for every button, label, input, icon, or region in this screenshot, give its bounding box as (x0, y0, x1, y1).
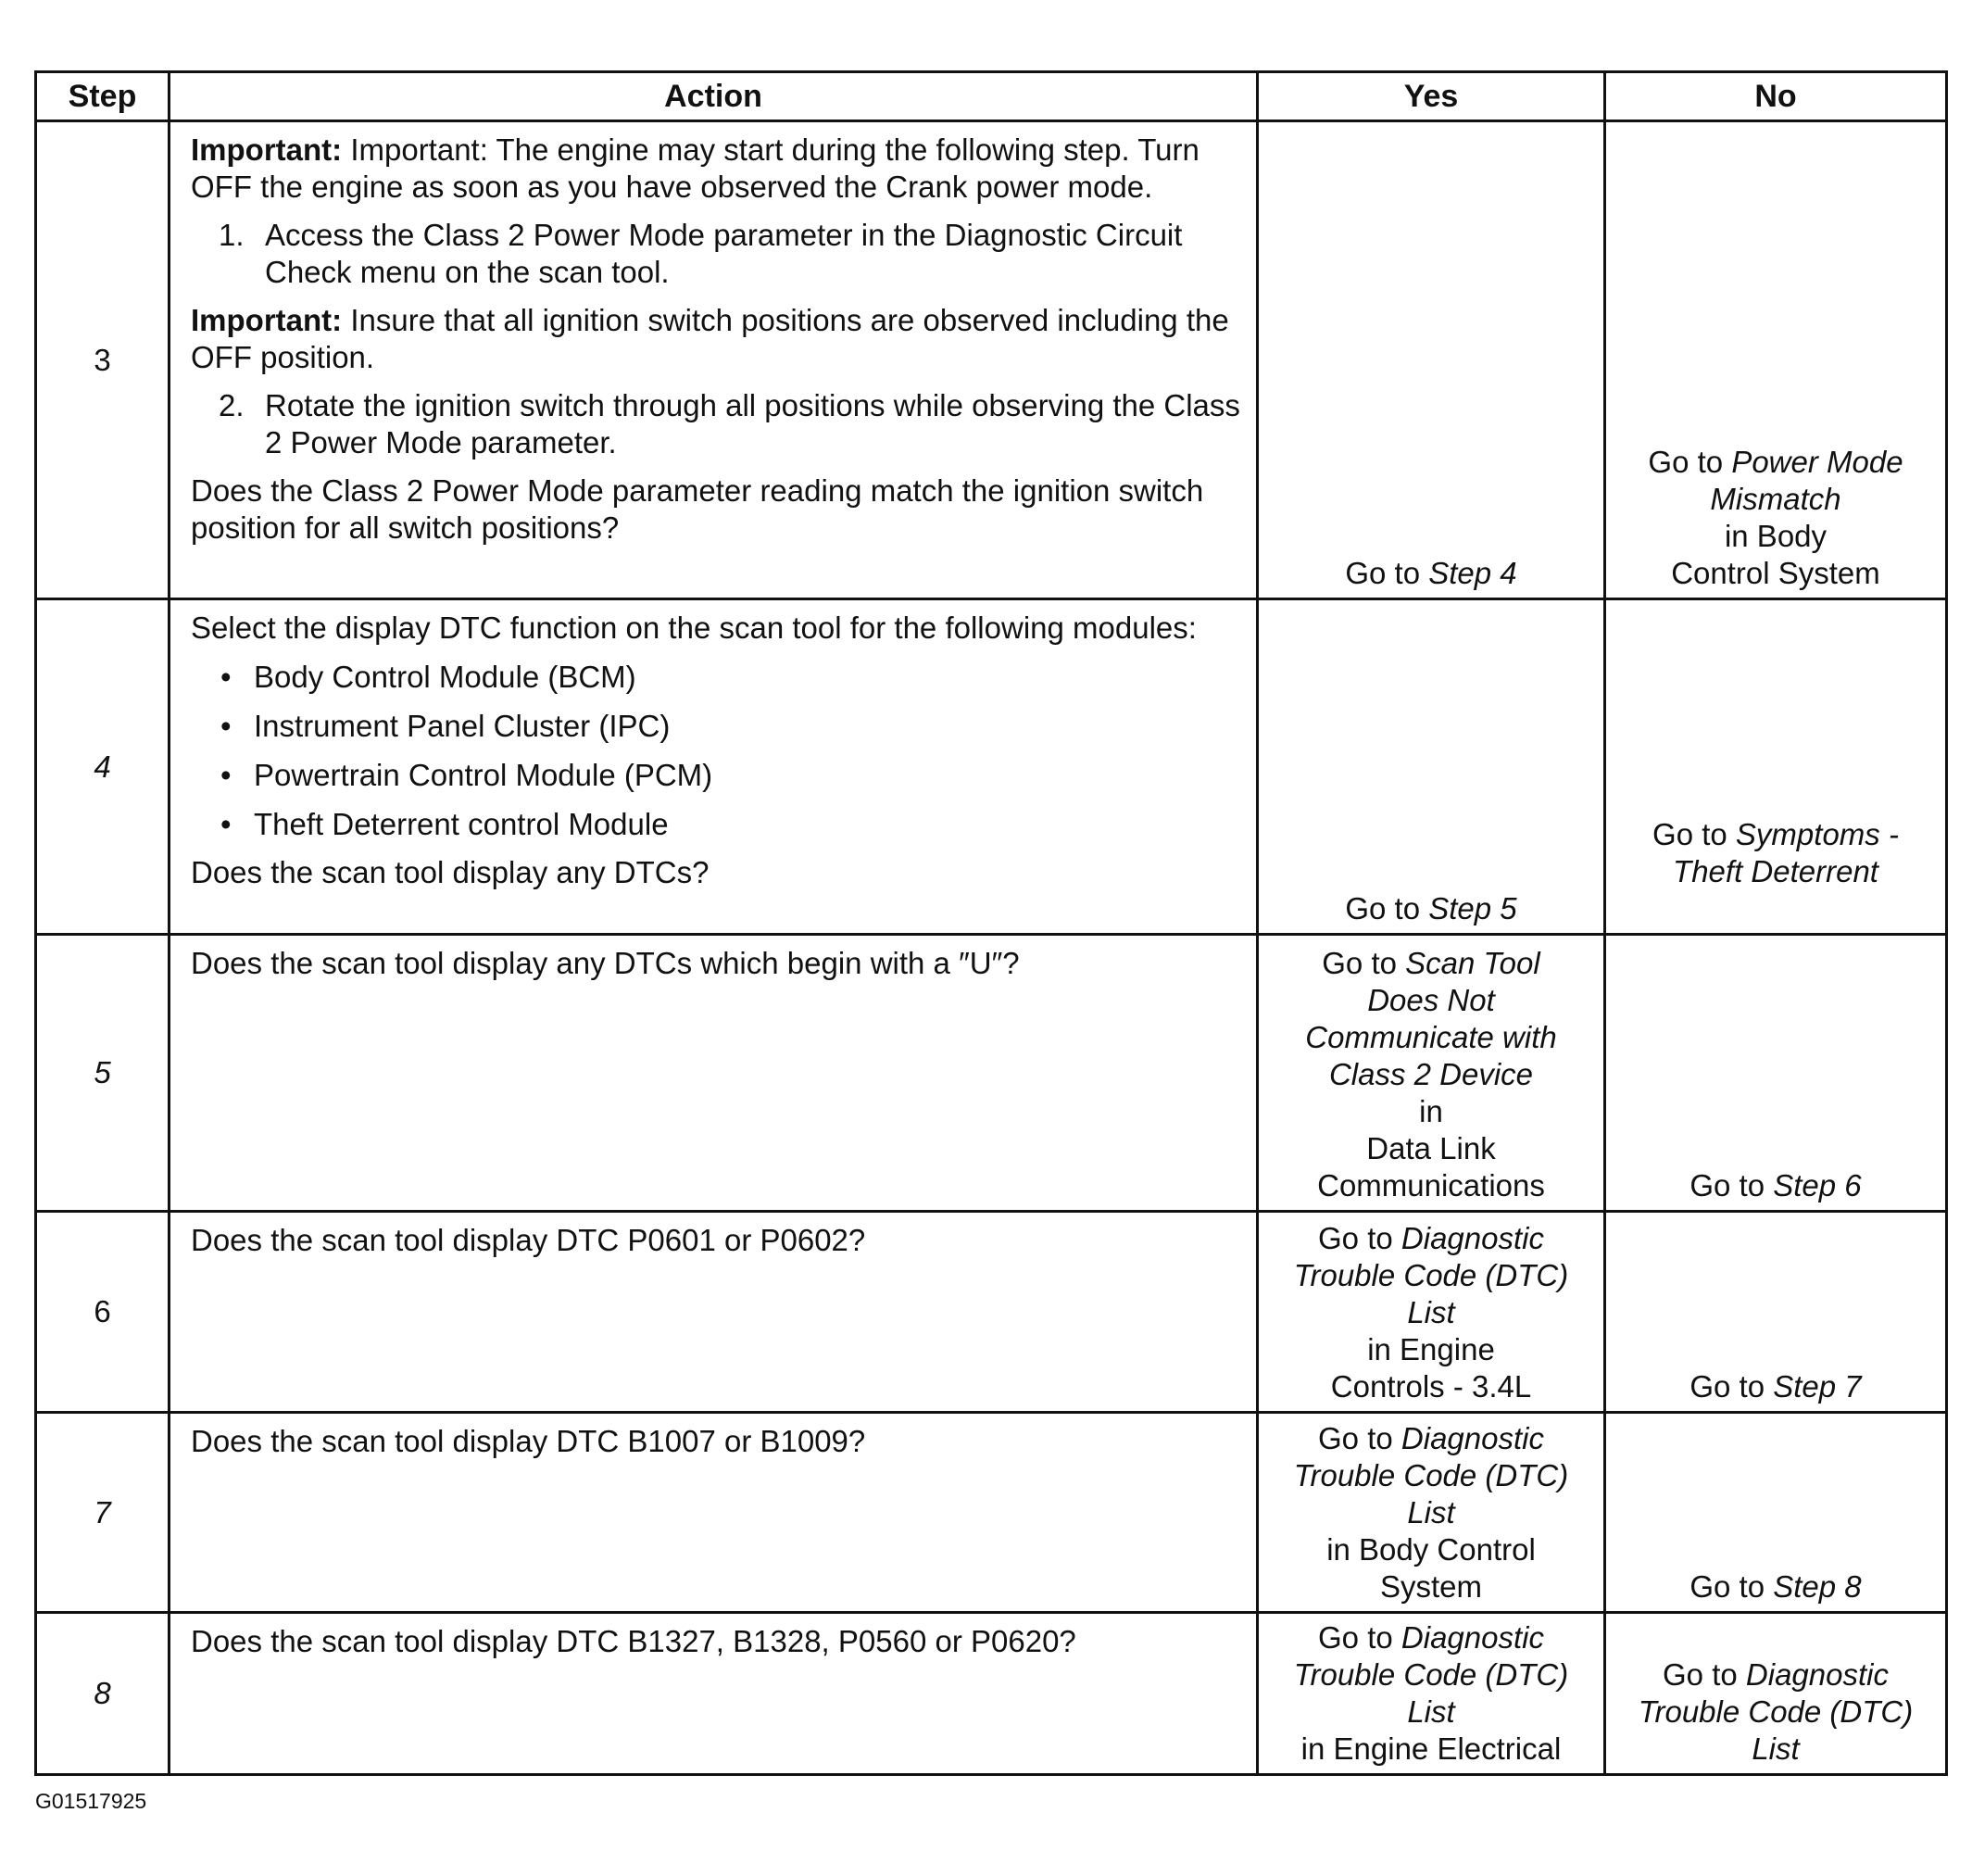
question-text: Does the scan tool display DTC P0601 or P0602? (191, 1223, 866, 1257)
table-row (36, 935, 1947, 1212)
reference-link[interactable]: Trouble Code (DTC) (1293, 1657, 1569, 1692)
list-item: • Powertrain Control Module (PCM) (220, 758, 713, 792)
reference-link[interactable]: Trouble Code (DTC) (1638, 1694, 1914, 1729)
reference-link[interactable]: Power Mode (1731, 445, 1903, 479)
reference-link[interactable]: List (1407, 1495, 1455, 1530)
question-text: Does the Class 2 Power Mode parameter reading match the ignition switch position for all switch positions? (191, 473, 1204, 545)
reference-link[interactable]: Trouble Code (DTC) (1293, 1258, 1569, 1292)
important-note (191, 302, 1243, 376)
no-cell: Go to Step 6 (1605, 935, 1947, 1212)
action-cell (170, 935, 1258, 1212)
reference-link[interactable]: Does Not (1367, 983, 1495, 1017)
reference-link[interactable]: Theft Deterrent (1673, 854, 1878, 888)
reference-link[interactable]: Communicate with (1305, 1020, 1557, 1054)
action-cell (170, 121, 1258, 599)
figure-id: G01517925 (35, 1789, 147, 1813)
step-number: 6 (36, 1212, 170, 1413)
step-number: 7 (36, 1413, 170, 1613)
step-number: 3 (36, 121, 170, 599)
yes-cell: Go to Step 5 (1258, 599, 1605, 935)
step-number: 8 (36, 1613, 170, 1775)
intro-text: Select the display DTC function on the scan tool for the following modules: (191, 611, 1197, 645)
yes-cell: Go to Diagnostic Trouble Code (DTC) List in Engine Electrical (1258, 1613, 1605, 1775)
yes-cell: Go to Step 4 (1258, 121, 1605, 599)
step-number: 4 (36, 599, 170, 935)
question-text: Does the scan tool display any DTCs which begin with a ″U″? (191, 946, 1020, 980)
no-cell: Go to Diagnostic Trouble Code (DTC) List (1605, 1613, 1947, 1775)
no-cell: Go to Step 8 (1605, 1413, 1947, 1613)
question-text: Does the scan tool display any DTCs? (191, 855, 710, 889)
table-row (36, 121, 1947, 599)
list-item: • Body Control Module (BCM) (220, 660, 636, 694)
yes-cell: Go to Diagnostic Trouble Code (DTC) List in Body Control System (1258, 1413, 1605, 1613)
question-text: Does the scan tool display DTC B1007 or B1009? (191, 1424, 866, 1458)
item-text: Access the Class 2 Power Mode parameter in the Diagnostic Circuit Check menu on the scan tool. (265, 218, 1183, 289)
list-item: • Theft Deterrent control Module (220, 807, 669, 841)
list-item (191, 387, 1243, 461)
reference-link[interactable]: List (1407, 1694, 1455, 1729)
reference-link[interactable]: Diagnostic (1400, 1221, 1544, 1255)
important-note (191, 132, 1243, 206)
header-step: Step (36, 72, 170, 121)
step-link[interactable]: Step 7 (1773, 1369, 1862, 1404)
reference-link[interactable]: List (1752, 1731, 1800, 1766)
reference-link[interactable]: Mismatch (1710, 482, 1841, 516)
yes-cell: Go to Scan Tool Does Not Communicate with Class 2 Device in Data Link Communications (1258, 935, 1605, 1212)
no-cell: Go to Symptoms - Theft Deterrent (1605, 599, 1947, 935)
table-row (36, 1413, 1947, 1613)
action-cell (170, 1613, 1258, 1775)
no-cell: Go to Step 7 (1605, 1212, 1947, 1413)
step-link[interactable]: Step 6 (1773, 1168, 1862, 1202)
table-row (36, 1212, 1947, 1413)
reference-link[interactable]: Symptoms - (1735, 817, 1899, 851)
important-text: Insure that all ignition switch positions are observed including the OFF position. (191, 303, 1229, 374)
step-link[interactable]: Step 4 (1428, 556, 1517, 590)
question-text: Does the scan tool display DTC B1327, B1328, P0560 or P0620? (191, 1624, 1076, 1658)
reference-link[interactable]: Class 2 Device (1328, 1057, 1534, 1091)
table-row (36, 1613, 1947, 1775)
step-link[interactable]: Step 8 (1773, 1569, 1862, 1604)
action-cell (170, 1413, 1258, 1613)
table-row (36, 599, 1947, 935)
item-number: 2. (219, 388, 245, 422)
header-action: Action (170, 72, 1258, 121)
reference-link[interactable]: Diagnostic (1400, 1421, 1544, 1455)
list-item (191, 217, 1243, 291)
step-link[interactable]: Step 5 (1428, 891, 1517, 925)
item-number: 1. (219, 218, 245, 252)
no-cell: Go to Power Mode Mismatch in Body Control System (1605, 121, 1947, 599)
reference-link[interactable]: Scan Tool (1405, 946, 1540, 980)
reference-link[interactable]: Diagnostic (1745, 1657, 1889, 1692)
reference-link[interactable]: Diagnostic (1400, 1620, 1544, 1655)
header-yes: Yes (1258, 72, 1605, 121)
list-item: • Instrument Panel Cluster (IPC) (220, 709, 671, 743)
action-cell (170, 599, 1258, 935)
header-row (36, 72, 1947, 121)
step-number: 5 (36, 935, 170, 1212)
important-text: Important: The engine may start during the following step. Turn OFF the engine as soon as you have observed the Crank power mode. (191, 132, 1200, 204)
reference-link[interactable]: List (1407, 1295, 1455, 1329)
important-label: Important: (191, 303, 343, 337)
header-no: No (1605, 72, 1947, 121)
diagnostic-table (34, 70, 1948, 1776)
yes-cell: Go to Diagnostic Trouble Code (DTC) List in Engine Controls - 3.4L (1258, 1212, 1605, 1413)
reference-link[interactable]: Trouble Code (DTC) (1293, 1458, 1569, 1492)
item-text: Rotate the ignition switch through all positions while observing the Class 2 Power Mode parameter. (265, 388, 1240, 460)
action-cell (170, 1212, 1258, 1413)
important-label: Important: (191, 132, 343, 167)
